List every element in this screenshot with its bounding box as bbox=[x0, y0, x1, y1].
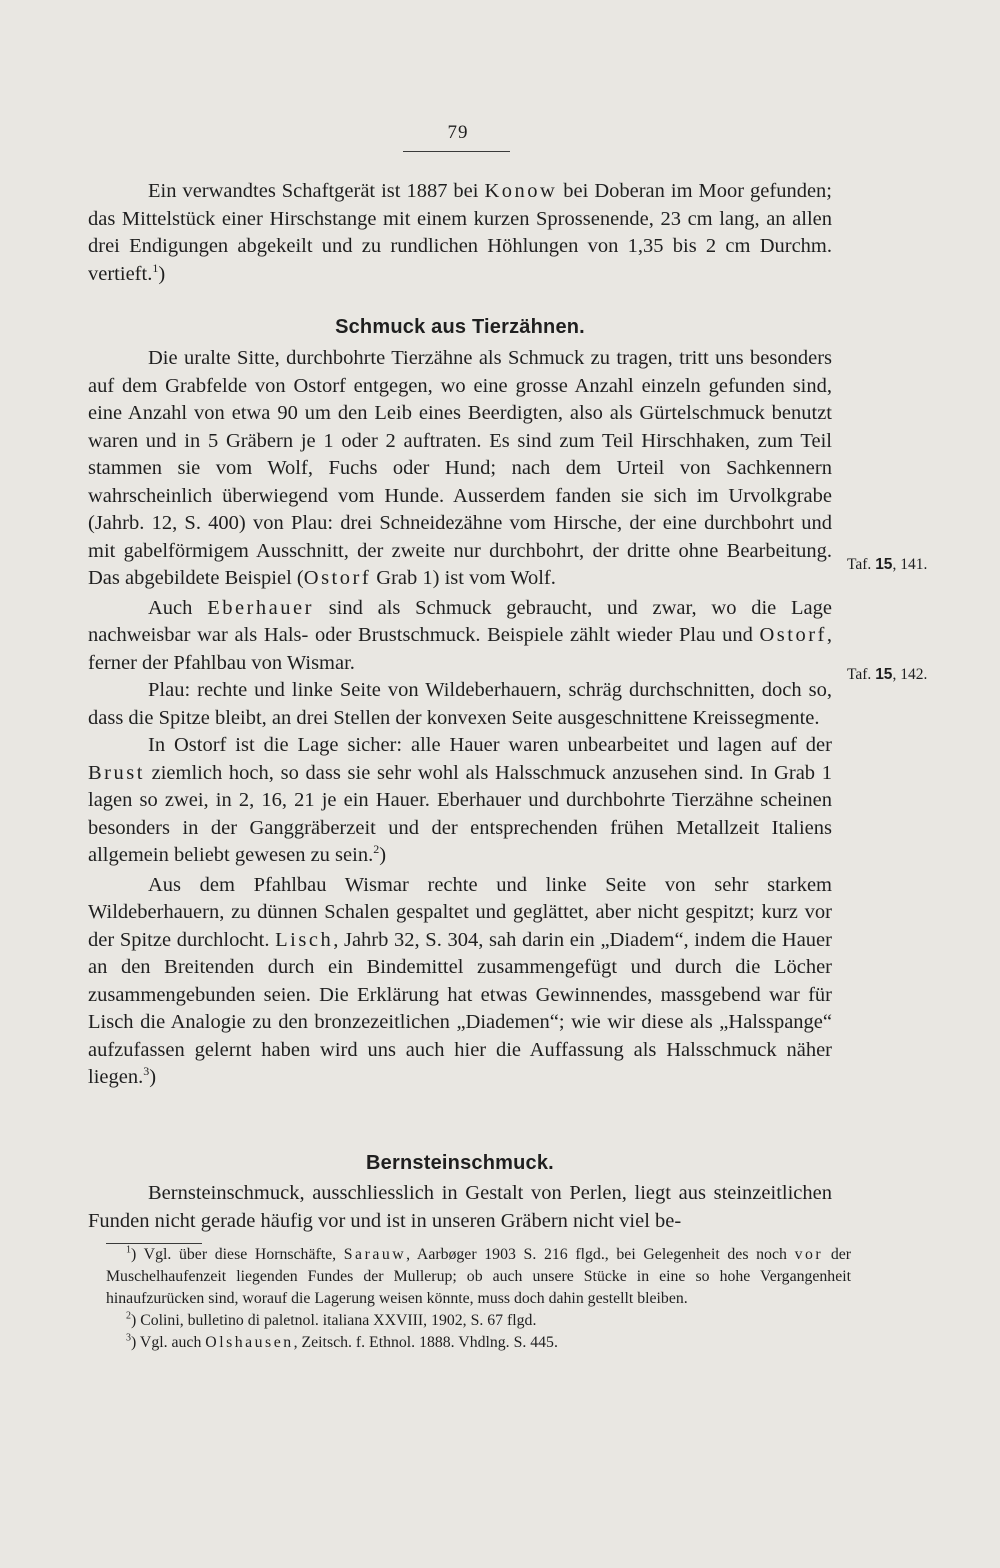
name-konow: Konow bbox=[484, 180, 558, 202]
footnote-2: $^2$) Colini, bulletino di paletnol. italiana XXVIII, 1902, S. 67 flgd. bbox=[126, 1310, 537, 1329]
footnote-ref-1: 1 bbox=[152, 260, 159, 275]
footnote-ref-2: 2 bbox=[373, 842, 380, 857]
term-eberhauer: Eberhauer bbox=[207, 596, 314, 619]
footnotes bbox=[106, 1244, 851, 1354]
footnote-ref-3: 3 bbox=[143, 1064, 150, 1079]
term-vor: vor bbox=[794, 1246, 824, 1263]
footnote-3: $^3$) Vgl. auch Olshausen, Zeitsch. f. Ethnol. 1888. Vhdlng. S. 445. bbox=[126, 1332, 558, 1351]
section1-paragraph-2: Auch Eberhauer sind als Schmuck gebraucht, und zwar, wo die Lage nachweisbar war als Hals- oder Brustschmuck. Beispiele zählt wieder Plau und Ostorf, ferner der Pfahlbau von Wismar. bbox=[88, 596, 833, 674]
name-lisch: Lisch bbox=[275, 928, 334, 951]
term-brust: Brust bbox=[88, 761, 145, 784]
footnote-1: $^1$) Vgl. über diese Hornschäfte, Sarauw, Aarbøger 1903 S. 216 flgd., bei Gelegenheit des noch vor der Muschelhaufenzeit liegenden Fundes der Mullerup; ob auch unsere Stücke in eine so hohe Vergangenheit hinaufzurücken sind, worauf die Lagerung weisen könnte, muss doch dahin gestellt bleiben. bbox=[106, 1244, 851, 1307]
section1-paragraph-3: Plau: rechte und linke Seite von Wildeberhauern, schräg durchschnitten, doch so, dass die Spitze bleibt, an drei Stellen der konvexen Seite ausgeschnittene Kreissegmente. bbox=[88, 679, 832, 729]
margin-note-plate-141: Taf. 15, 141. bbox=[847, 556, 928, 573]
margin-note-plate-142: Taf. 15, 142. bbox=[847, 666, 928, 683]
section1-paragraph-4: In Ostorf ist die Lage sicher: alle Hauer waren unbearbeitet und lagen auf der Brust ziemlich hoch, so dass sie sehr wohl als Halsschmuck anzusehen sind. In Grab 1 lagen so zwei, in 2, 16, 21 je ein Hauer. Eberhauer und durchbohrte Tierzähne scheinen besonders in der Ganggräberzeit und der entsprechenden frühen Metallzeit Italiens allgemein beliebt gewesen zu sein.$^2$) bbox=[88, 734, 832, 866]
page-number-rule bbox=[403, 151, 510, 152]
intro-paragraph: Ein verwandtes Schaftgerät ist 1887 bei Konow bei Doberan im Moor gefunden; das Mittelstück einer Hirschstange mit einem kurzen Sprossenende, 23 cm lang, an allen drei Endigungen abgekeilt und zu rundlichen Höhlungen von 1,35 bis 2 cm Durchm. vertieft.$^1$) bbox=[88, 180, 832, 285]
section1-paragraph-1: Die uralte Sitte, durchbohrte Tierzähne als Schmuck zu tragen, tritt uns besonders auf dem Grabfelde von Ostorf entgegen, wo eine grosse Anzahl einzeln gefunden sind, eine Anzahl von etwa 90 um den Leib eines Beerdigten, also als Gürtelschmuck benutzt waren und in 5 Gräbern je 1 oder 2 auftraten. Es sind zum Teil Hirschhaken, zum Teil stammen sie vom Wolf, Fuchs oder Hund; nach dem Urteil von Sachkennern wahrscheinlich überwiegend vom Hunde. Ausserdem fanden sie sich im Urvolkgrabe (Jahrb. 12, S. 400) von Plau: drei Schneidezähne vom Hirsche, der eine durchbohrt und mit gabelförmigem Ausschnitt, der zweite nur durchbohrt, der dritte ohne Bearbeitung. Das abgebildete Beispiel (Ostorf Grab 1) ist vom Wolf. bbox=[88, 347, 832, 589]
section2-body bbox=[88, 1180, 832, 1235]
name-sarauw: Sarauw bbox=[343, 1246, 407, 1263]
section1-paragraph-5: Aus dem Pfahlbau Wismar rechte und linke Seite von sehr starkem Wildeberhauern, zu dünnen Schalen gespaltet und geglättet, aber nicht gespitzt; kurz vor der Spitze durchlocht. Lisch, Jahrb 32, S. 304, sah darin ein „Diadem“, indem die Hauer an den Breitenden durch ein Bindemittel zusammengefügt und durch die Löcher zusammengebunden seien. Die Erklärung hat etwas Gewinnendes, massgebend war für Lisch die Analogie zu den bronzezeitlichen „Diademen“; wie wir diese als „Halsspange“ aufzufassen gelernt haben wird uns auch hier die Auffassung als Halsschmuck näher liegen.$^3$) bbox=[88, 873, 832, 1088]
section-heading-bernstein: Bernsteinschmuck. bbox=[366, 1152, 554, 1174]
name-olshausen: Olshausen bbox=[205, 1334, 294, 1351]
name-ostorf: Ostorf bbox=[303, 567, 372, 589]
intro-block bbox=[88, 178, 832, 288]
section-heading-tierzaehne: Schmuck aus Tierzähnen. bbox=[335, 316, 585, 338]
section2-paragraph-1: Bernsteinschmuck, ausschliesslich in Gestalt von Perlen, liegt aus steinzeitlichen Funden nicht gerade häufig vor und ist in unseren Gräbern nicht viel be- bbox=[88, 1182, 832, 1232]
page-number: 79 bbox=[447, 122, 469, 143]
name-ostorf-2: Ostorf bbox=[759, 624, 827, 646]
section1-body bbox=[88, 345, 832, 1092]
